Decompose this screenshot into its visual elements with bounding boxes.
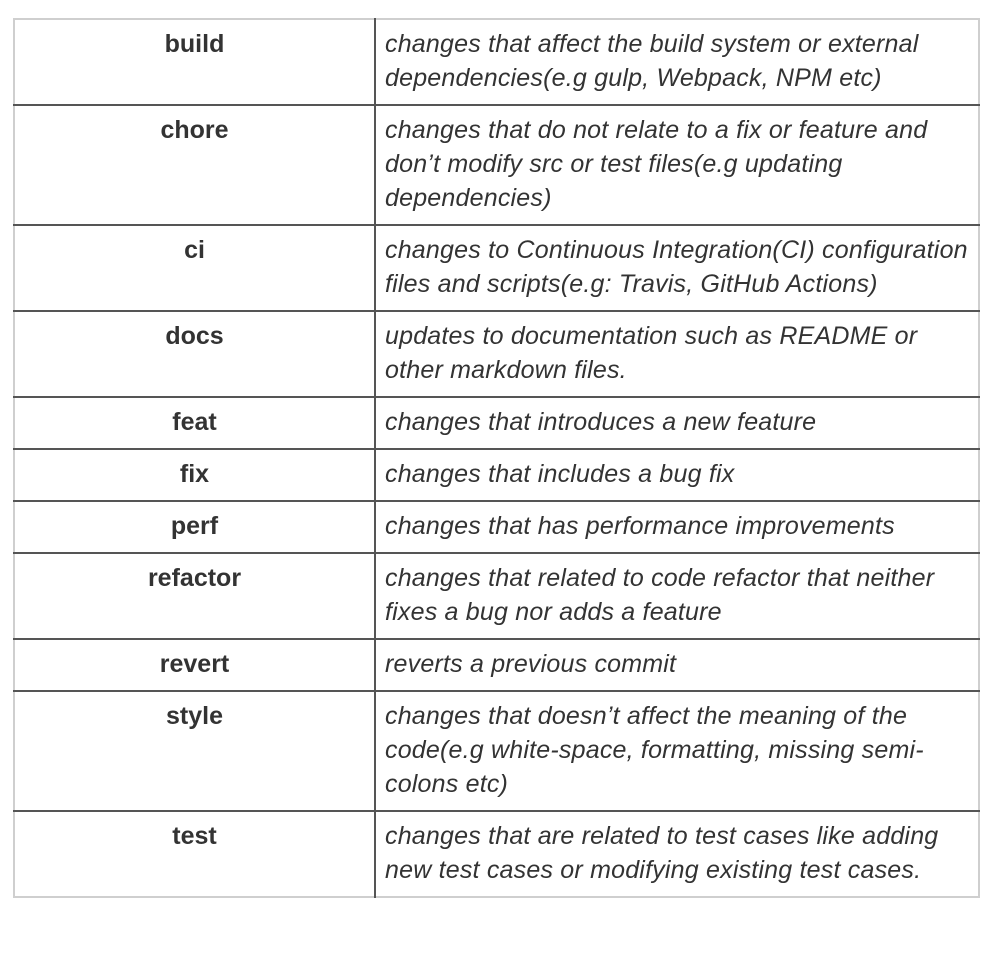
commit-description-cell: changes that doesn’t affect the meaning of the code(e.g white-space, formatting, missing semi-colons etc) <box>375 691 979 811</box>
table-row <box>14 225 979 311</box>
commit-description-cell: updates to documentation such as README or other markdown files. <box>375 311 979 397</box>
table-row <box>14 501 979 553</box>
commit-description-cell: changes that are related to test cases like adding new test cases or modifying existing test cases. <box>375 811 979 897</box>
commit-type-cell: ci <box>14 225 375 311</box>
commit-type-cell: fix <box>14 449 375 501</box>
commit-type-cell: test <box>14 811 375 897</box>
table-row <box>14 311 979 397</box>
commit-description-cell: changes that includes a bug fix <box>375 449 979 501</box>
commit-description-cell: changes that affect the build system or external dependencies(e.g gulp, Webpack, NPM etc) <box>385 30 919 92</box>
commit-description-cell: changes that has performance improvements <box>375 501 979 553</box>
commit-type-cell: revert <box>14 639 375 691</box>
commit-type-cell: refactor <box>14 553 375 639</box>
table-body <box>14 19 979 897</box>
table-row <box>14 553 979 639</box>
commit-description-cell: changes that introduces a new feature <box>375 397 979 449</box>
commit-description-cell: changes that related to code refactor that neither fixes a bug nor adds a feature <box>375 553 979 639</box>
commit-type-cell: build <box>14 19 375 105</box>
table-row <box>14 639 979 691</box>
commit-type-cell: docs <box>14 311 375 397</box>
table-row <box>14 449 979 501</box>
commit-type-cell: style <box>14 691 375 811</box>
commit-description-cell: changes that do not relate to a fix or feature and don’t modify src or test files(e.g updating dependencies) <box>375 105 979 225</box>
commit-description-cell: changes to Continuous Integration(CI) configuration files and scripts(e.g: Travis, GitHub Actions) <box>375 225 979 311</box>
commit-type-cell: perf <box>14 501 375 553</box>
commit-description-cell: reverts a previous commit <box>375 639 979 691</box>
commit-types-table <box>13 18 980 898</box>
table-row <box>14 19 979 105</box>
commit-type-cell: chore <box>14 105 375 225</box>
commit-type-cell: feat <box>14 397 375 449</box>
table-row <box>14 397 979 449</box>
table-row <box>14 691 979 811</box>
table-row <box>14 811 979 897</box>
table-row <box>14 105 979 225</box>
